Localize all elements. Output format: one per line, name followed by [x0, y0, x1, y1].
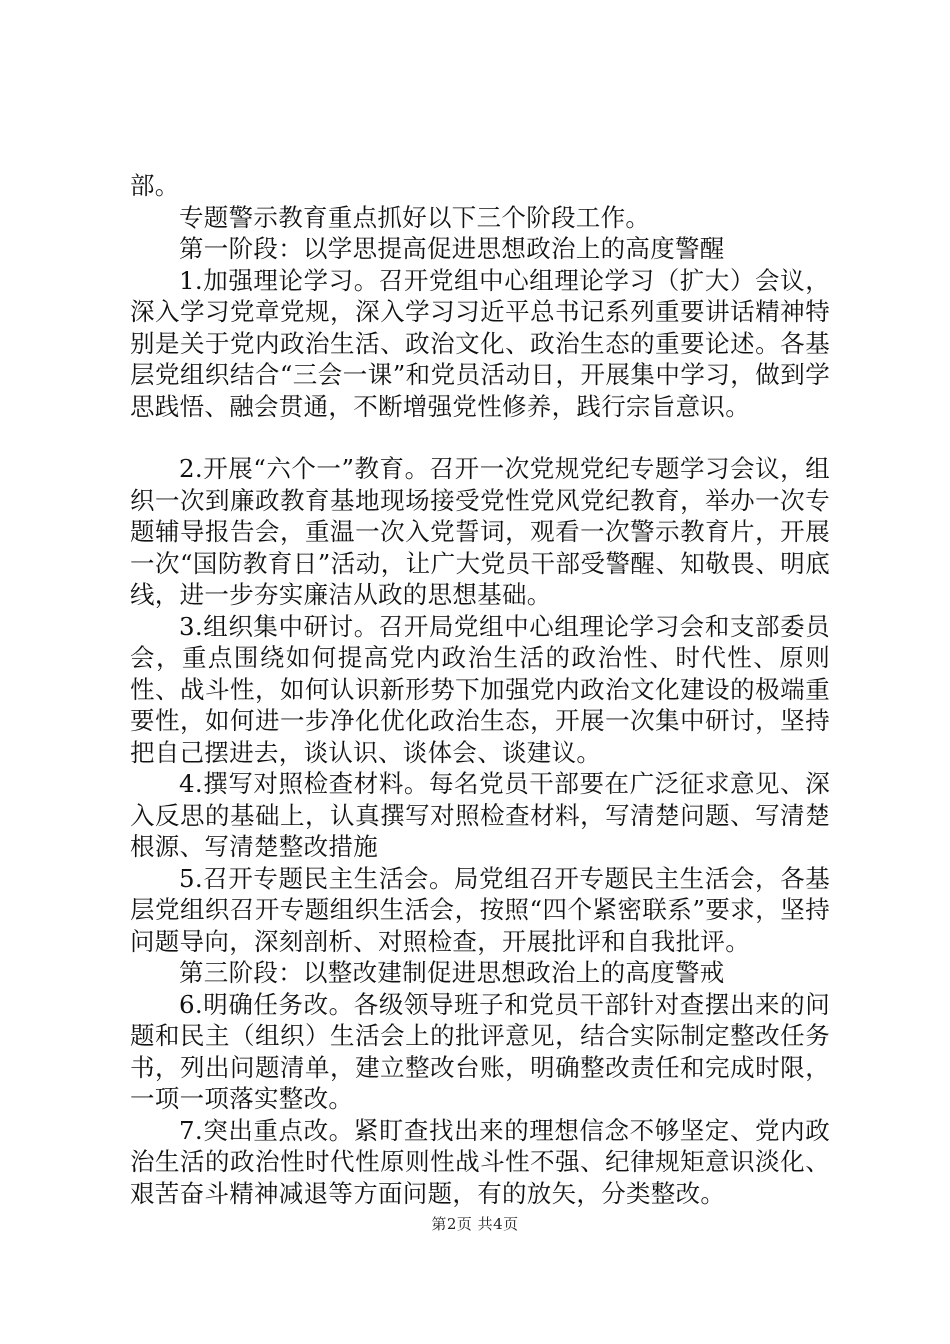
paragraph-item-7: 7.突出重点改。紧盯查找出来的理想信念不够坚定、党内政治生活的政治性时代性原则性战斗性不强、纪律规矩意识淡化、艰苦奋斗精神减退等方面问题，有的放矢，分类整改。	[130, 1115, 830, 1208]
paragraph-continuation: 部。	[130, 171, 180, 200]
paragraph-item-5: 5.召开专题民主生活会。局党组召开专题民主生活会，各基层党组织召开专题组织生活会，按照“四个紧密联系”要求，坚持问题导向，深刻剖析、对照检查，开展批评和自我批评。	[130, 863, 830, 956]
paragraph-item-2: 2.开展“六个一”教育。召开一次党规党纪专题学习会议，组织一次到廉政教育基地现场接受党性党风党纪教育，举办一次专题辅导报告会，重温一次入党誓词，观看一次警示教育片，开展一次“国防教育日”活动，让广大党员干部受警醒、知敬畏、明底线，进一步夯实廉洁从政的思想基础。	[130, 454, 830, 609]
document-body	[130, 170, 830, 1209]
paragraph-item-3: 3.组织集中研讨。召开局党组中心组理论学习会和支部委员会，重点围绕如何提高党内政治生活的政治性、时代性、原则性、战斗性，如何认识新形势下加强党内政治文化建设的极端重要性，如何进一步净化优化政治生态，开展一次集中研讨，坚持把自己摆进去，谈认识、谈体会、谈建议。	[130, 611, 830, 767]
paragraph-item-1: 1.加强理论学习。召开党组中心组理论学习（扩大）会议，深入学习党章党规，深入学习习近平总书记系列重要讲话精神特别是关于党内政治生活、政治文化、政治生态的重要论述。各基层党组织结合“三会一课”和党员活动日，开展集中学习，做到学思践悟、融会贯通，不断增强党性修养，践行宗旨意识。	[130, 265, 830, 421]
paragraph-item-6: 6.明确任务改。各级领导班子和党员干部针对查摆出来的问题和民主（组织）生活会上的批评意见，结合实际制定整改任务书，列出问题清单，建立整改台账，明确整改责任和完成时限，一项一项落实整改。	[130, 989, 830, 1113]
section-heading-stage-three: 第三阶段：以整改建制促进思想政治上的高度警戒	[179, 958, 725, 987]
page-number-footer: 第2页 共4页	[431, 1215, 519, 1233]
paragraph-intro: 专题警示教育重点抓好以下三个阶段工作。	[179, 202, 651, 232]
paragraph-item-4: 4.撰写对照检查材料。每名党员干部要在广泛征求意见、深入反思的基础上，认真撰写对照检查材料，写清楚问题、写清楚根源、写清楚整改措施	[130, 769, 830, 861]
section-heading-stage-one: 第一阶段：以学思提高促进思想政治上的高度警醒	[179, 234, 725, 263]
